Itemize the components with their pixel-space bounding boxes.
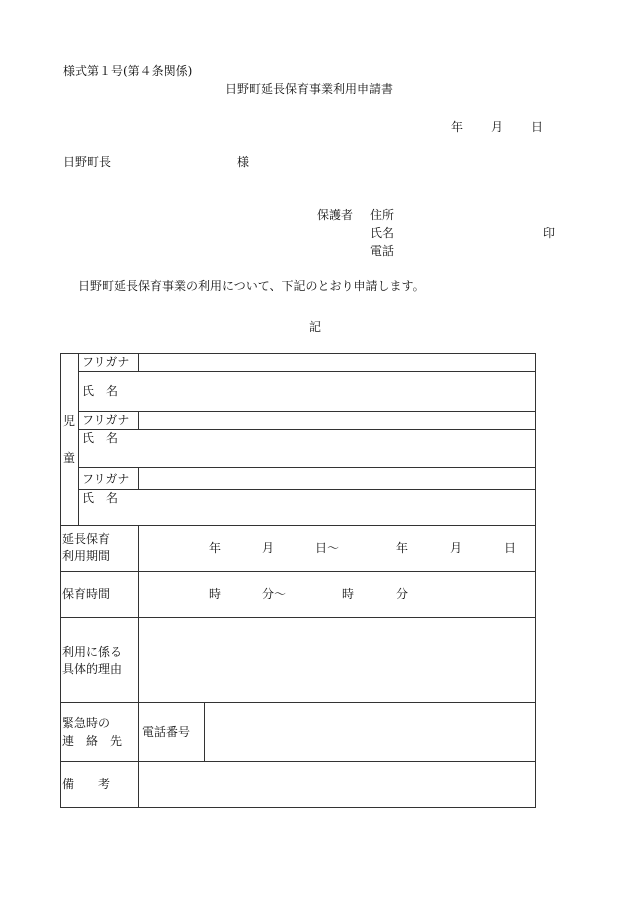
contact-label-line1: 緊急時の	[62, 716, 111, 730]
name-label-2: 氏 名	[82, 431, 119, 445]
seal-mark: 印	[543, 226, 556, 240]
reason-label-line2: 具体的理由	[62, 662, 123, 676]
applicant-phone-label: 電話	[370, 244, 395, 258]
name-label-3: 氏 名	[82, 491, 119, 505]
hours-start-hour: 時	[209, 587, 222, 601]
application-table	[60, 353, 536, 808]
form-number: 様式第１号(第４条関係)	[63, 64, 193, 78]
name-label-1: 氏 名	[82, 384, 119, 398]
furigana-label-1: フリガナ	[82, 355, 130, 369]
furigana-label-3: フリガナ	[82, 472, 130, 486]
addressee: 日野町長	[63, 155, 112, 169]
hours-start-minute: 分〜	[262, 587, 287, 601]
hours-end-minute: 分	[396, 587, 409, 601]
period-end-month: 月	[450, 541, 463, 555]
ki-label: 記	[309, 320, 322, 334]
phone-number-label: 電話番号	[142, 725, 191, 739]
hours-end-hour: 時	[342, 587, 355, 601]
intro-text: 日野町延長保育事業の利用について、下記のとおり申請します。	[78, 279, 425, 293]
period-end-day: 日	[504, 541, 517, 555]
addressee-honorific: 様	[237, 155, 250, 169]
date-month-label: 月	[491, 120, 504, 134]
period-label-line1: 延長保育	[62, 532, 111, 546]
period-start-year: 年	[209, 541, 222, 555]
applicant-address-label: 住所	[370, 208, 395, 222]
period-label-line2: 利用期間	[62, 549, 111, 563]
period-end-year: 年	[396, 541, 409, 555]
date-year-label: 年	[451, 120, 464, 134]
contact-label-line2: 連 絡 先	[62, 734, 123, 748]
period-start-month: 月	[262, 541, 275, 555]
remarks-label: 備 考	[62, 777, 111, 791]
reason-label-line1: 利用に係る	[62, 645, 123, 659]
hours-label: 保育時間	[62, 587, 111, 601]
child-label-top: 児	[63, 414, 76, 428]
furigana-label-2: フリガナ	[82, 413, 130, 427]
form-title: 日野町延長保育事業利用申請書	[225, 82, 394, 96]
child-label-bottom: 童	[63, 451, 76, 465]
date-day-label: 日	[531, 120, 544, 134]
applicant-name-label: 氏名	[370, 226, 395, 240]
applicant-role: 保護者	[317, 208, 354, 222]
period-start-day: 日〜	[315, 541, 340, 555]
